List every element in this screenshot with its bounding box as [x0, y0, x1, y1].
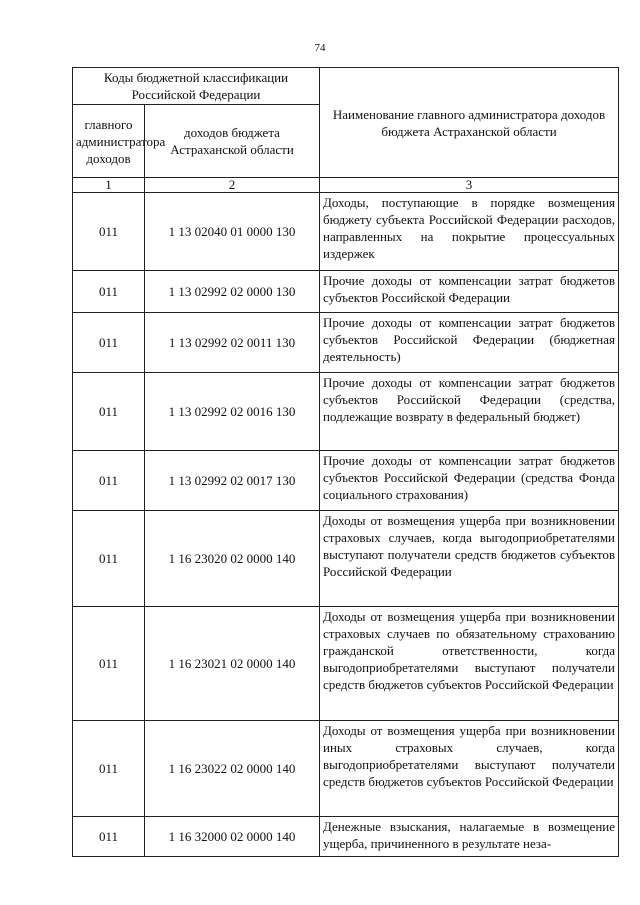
table-row [73, 373, 619, 451]
income-code-cell: 1 16 23020 02 0000 140 [145, 511, 320, 607]
income-code-cell: 1 13 02992 02 0000 130 [145, 271, 320, 313]
table-row [73, 607, 619, 721]
column-number-row [73, 178, 619, 193]
description-cell: Доходы от возмещения ущерба при возникновении страховых случаев по обязательному страхованию гражданской ответственности, когда выгодоприобретателями выступают получатели средств бюджетов субъектов Российской Федерации [320, 607, 619, 721]
table-row [73, 193, 619, 271]
admin-code-cell: 011 [73, 451, 145, 511]
income-code-cell: 1 13 02992 02 0017 130 [145, 451, 320, 511]
table-row [73, 271, 619, 313]
description-cell: Прочие доходы от компенсации затрат бюджетов субъектов Российской Федерации (средства, подлежащие возврату в федеральный бюджет) [320, 373, 619, 451]
description-cell: Прочие доходы от компенсации затрат бюджетов субъектов Российской Федерации [320, 271, 619, 313]
header-classification-codes: Коды бюджетной классификации Российской Федерации [73, 68, 320, 105]
description-cell: Денежные взыскания, налагаемые в возмещение ущерба, причиненного в результате неза- [320, 817, 619, 857]
header-administrator-name: Наименование главного администратора доходов бюджета Астраханской области [320, 68, 619, 178]
income-code-cell: 1 16 23021 02 0000 140 [145, 607, 320, 721]
header-budget-income: доходов бюджета Астраханской области [145, 105, 320, 178]
admin-code-cell: 011 [73, 721, 145, 817]
admin-code-cell: 011 [73, 271, 145, 313]
table-row [73, 511, 619, 607]
column-number-2: 2 [145, 178, 320, 193]
description-cell: Доходы от возмещения ущерба при возникновении иных страховых случаев, когда выгодоприобретателями выступают получатели средств бюджетов субъектов Российской Федерации [320, 721, 619, 817]
description-cell: Доходы, поступающие в порядке возмещения бюджету субъекта Российской Федерации расходов, направленных на покрытие процессуальных издержек [320, 193, 619, 271]
admin-code-cell: 011 [73, 313, 145, 373]
table-row [73, 313, 619, 373]
description-cell: Прочие доходы от компенсации затрат бюджетов субъектов Российской Федерации (средства Фонда социального страхования) [320, 451, 619, 511]
income-code-cell: 1 16 32000 02 0000 140 [145, 817, 320, 857]
header-chief-administrator: главного администратора доходов [73, 105, 145, 178]
table-row [73, 817, 619, 857]
table-row [73, 721, 619, 817]
description-cell: Прочие доходы от компенсации затрат бюджетов субъектов Российской Федерации (бюджетная деятельность) [320, 313, 619, 373]
income-code-cell: 1 13 02992 02 0011 130 [145, 313, 320, 373]
admin-code-cell: 011 [73, 607, 145, 721]
admin-code-cell: 011 [73, 373, 145, 451]
page-number: 74 [314, 42, 326, 54]
column-number-3: 3 [320, 178, 619, 193]
table-row [73, 451, 619, 511]
admin-code-cell: 011 [73, 193, 145, 271]
admin-code-cell: 011 [73, 817, 145, 857]
income-code-cell: 1 13 02040 01 0000 130 [145, 193, 320, 271]
budget-classification-table [72, 67, 619, 857]
description-cell: Доходы от возмещения ущерба при возникновении страховых случаев, когда выгодоприобретателями выступают получатели средств бюджетов субъектов Российской Федерации [320, 511, 619, 607]
admin-code-cell: 011 [73, 511, 145, 607]
income-code-cell: 1 13 02992 02 0016 130 [145, 373, 320, 451]
income-code-cell: 1 16 23022 02 0000 140 [145, 721, 320, 817]
column-number-1: 1 [73, 178, 145, 193]
